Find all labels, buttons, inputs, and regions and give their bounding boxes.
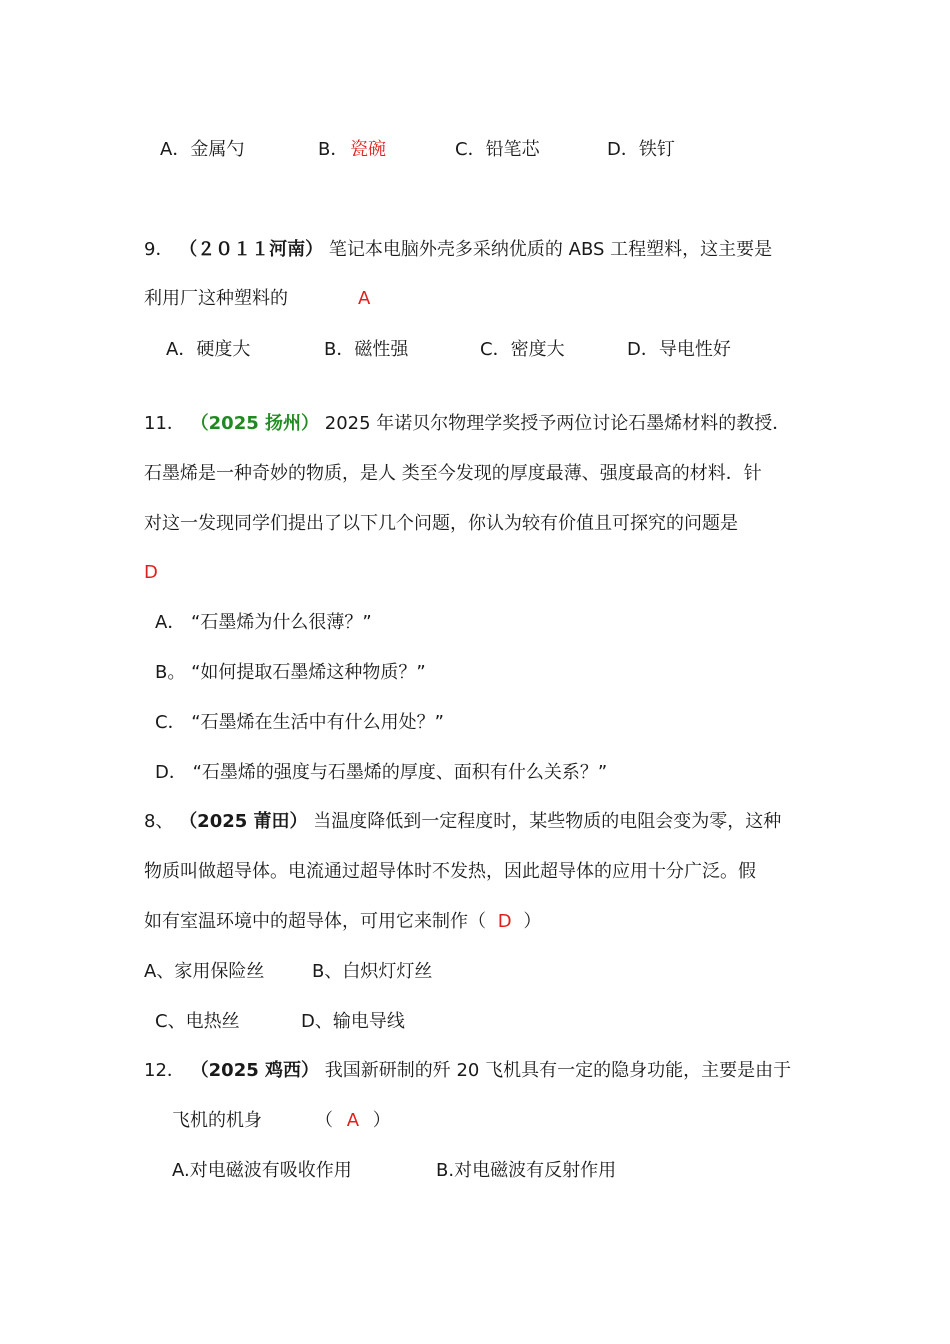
open-paren: （ — [315, 1110, 333, 1131]
question-12-line-1 — [144, 1059, 791, 1083]
question-12-line-2: 飞机的机身 — [172, 1110, 262, 1131]
option-a: A.对电磁波有吸收作用 — [172, 1160, 352, 1181]
option-c: C．铅笔芯 — [455, 139, 540, 160]
question-11-line-1 — [144, 412, 790, 436]
question-text: 当温度降低到一定程度时，某些物质的电阻会变为零，这种 — [313, 811, 782, 832]
question-8-line-2: 物质叫做超导体。电流通过超导体时不发热，因此超导体的应用十分广泛。假 — [144, 861, 756, 882]
question-9-answer: A — [358, 288, 371, 309]
option-a: A．硬度大 — [166, 339, 251, 360]
question-11-line-3: 对这一发现同学们提出了以下几个问题，你认为较有价值且可探究的问题是 — [144, 513, 738, 534]
question-12-answer: A — [346, 1110, 360, 1131]
question-text: 如有室温环境中的超导体，可用它来制作（ — [144, 911, 486, 932]
option-a: A、家用保险丝 — [144, 961, 265, 982]
option-b: B、白炽灯灯丝 — [312, 961, 433, 982]
question-source: （2025 扬州） — [190, 413, 320, 434]
option-c: C． “石墨烯在生活中有什么用处？” — [155, 712, 444, 733]
option-c: C、电热丝 — [155, 1011, 240, 1032]
option-d: D．导电性好 — [627, 339, 731, 360]
option-b-answer: 瓷碗 — [350, 139, 386, 160]
question-9-line-2: 利用厂这种塑料的 — [144, 288, 288, 309]
question-number: 11． — [144, 413, 185, 434]
question-12-answer-group — [315, 1109, 391, 1133]
option-b: B．磁性强 — [324, 339, 409, 360]
option-d: D．铁钉 — [607, 139, 675, 160]
question-11-answer: D — [144, 562, 158, 583]
question-source: （2025 莆田） — [179, 811, 308, 832]
question-source: （2025 鸡西） — [190, 1060, 320, 1081]
question-11-line-2: 石墨烯是一种奇妙的物质，是人 类至今发现的厚度最薄、强度最高的材料．针 — [144, 463, 762, 484]
option-b: B。 “如何提取石墨烯这种物质？” — [155, 662, 426, 683]
question-source: （２０１１河南） — [179, 239, 324, 260]
option-a: A． “石墨烯为什么很薄？” — [155, 612, 372, 633]
question-text: 2025 年诺贝尔物理学奖授予两位讨论石墨烯材料的教授． — [324, 413, 791, 434]
option-b: B.对电磁波有反射作用 — [436, 1160, 617, 1181]
option-a: A．金属勺 — [160, 139, 245, 160]
question-number: 12． — [144, 1060, 185, 1081]
question-text: 笔记本电脑外壳多采纳优质的 ABS 工程塑料，这主要是 — [328, 239, 773, 260]
question-9-line-1 — [144, 238, 772, 262]
question-8-line-3 — [144, 910, 541, 934]
question-number: 8、 — [144, 811, 174, 832]
question-8-line-1 — [144, 810, 781, 834]
option-d: D． “石墨烯的强度与石墨烯的厚度、面积有什么关系？” — [155, 762, 608, 783]
close-paren: ） — [523, 911, 542, 932]
option-c: C．密度大 — [480, 339, 565, 360]
option-b-label: B． — [318, 139, 349, 160]
question-number: 9． — [144, 239, 174, 260]
option-d: D、输电导线 — [301, 1011, 405, 1032]
question-8-answer: D — [497, 911, 512, 932]
close-paren: ） — [372, 1110, 391, 1131]
question-text: 我国新研制的歼 20 飞机具有一定的隐身功能，主要是由于 — [324, 1060, 792, 1081]
